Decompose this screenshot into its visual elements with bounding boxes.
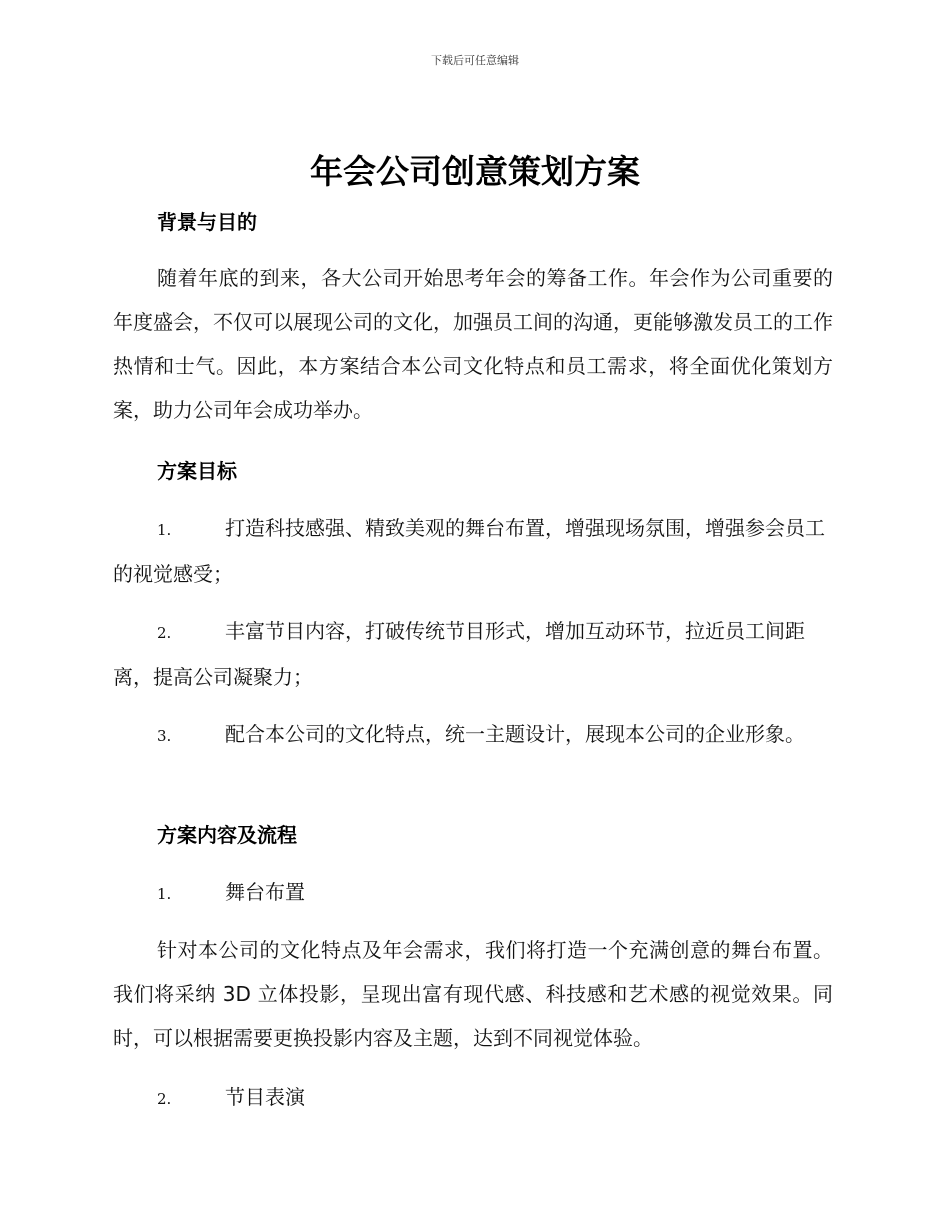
- list-number: 1.: [157, 521, 172, 539]
- section-heading-background: 背景与目的: [157, 210, 257, 234]
- list-number: 2.: [157, 1090, 172, 1108]
- document-title: 年会公司创意策划方案: [310, 152, 640, 191]
- list-number: 2.: [157, 624, 172, 642]
- goal-item-2: [113, 609, 833, 699]
- section-heading-content: 方案内容及流程: [157, 823, 297, 847]
- section-heading-goals: 方案目标: [157, 459, 237, 483]
- list-text: 舞台布置: [225, 880, 305, 904]
- list-text: 丰富节目内容，打破传统节目形式，增加互动环节，拉近员工间距离，提高公司凝聚力；: [113, 619, 805, 689]
- list-text: 打造科技感强、精致美观的舞台布置，增强现场氛围，增强参会员工的视觉感受；: [113, 516, 825, 586]
- list-number: 1.: [157, 885, 172, 903]
- list-text: 配合本公司的文化特点，统一主题设计，展现本公司的企业形象。: [225, 722, 805, 746]
- goal-item-1: [113, 506, 833, 596]
- list-text: 节目表演: [225, 1085, 305, 1109]
- content-item-1: [113, 870, 833, 916]
- content-item-2: [113, 1075, 833, 1121]
- stage-paragraph: 针对本公司的文化特点及年会需求，我们将打造一个充满创意的舞台布置。我们将采纳 3D 立体投影，呈现出富有现代感、科技感和艺术感的视觉效果。同时，可以根据需要更换投影内容及主题，达到不同视觉体验。: [113, 938, 833, 1050]
- list-number: 3.: [157, 727, 172, 745]
- goal-item-3: [113, 712, 833, 758]
- background-paragraph: 随着年底的到来，各大公司开始思考年会的筹备工作。年会作为公司重要的年度盛会，不仅可以展现公司的文化，加强员工间的沟通，更能够激发员工的工作热情和士气。因此，本方案结合本公司文化特点和员工需求，将全面优化策划方案，助力公司年会成功举办。: [113, 266, 833, 422]
- header-note: 下载后可任意编辑: [431, 54, 519, 67]
